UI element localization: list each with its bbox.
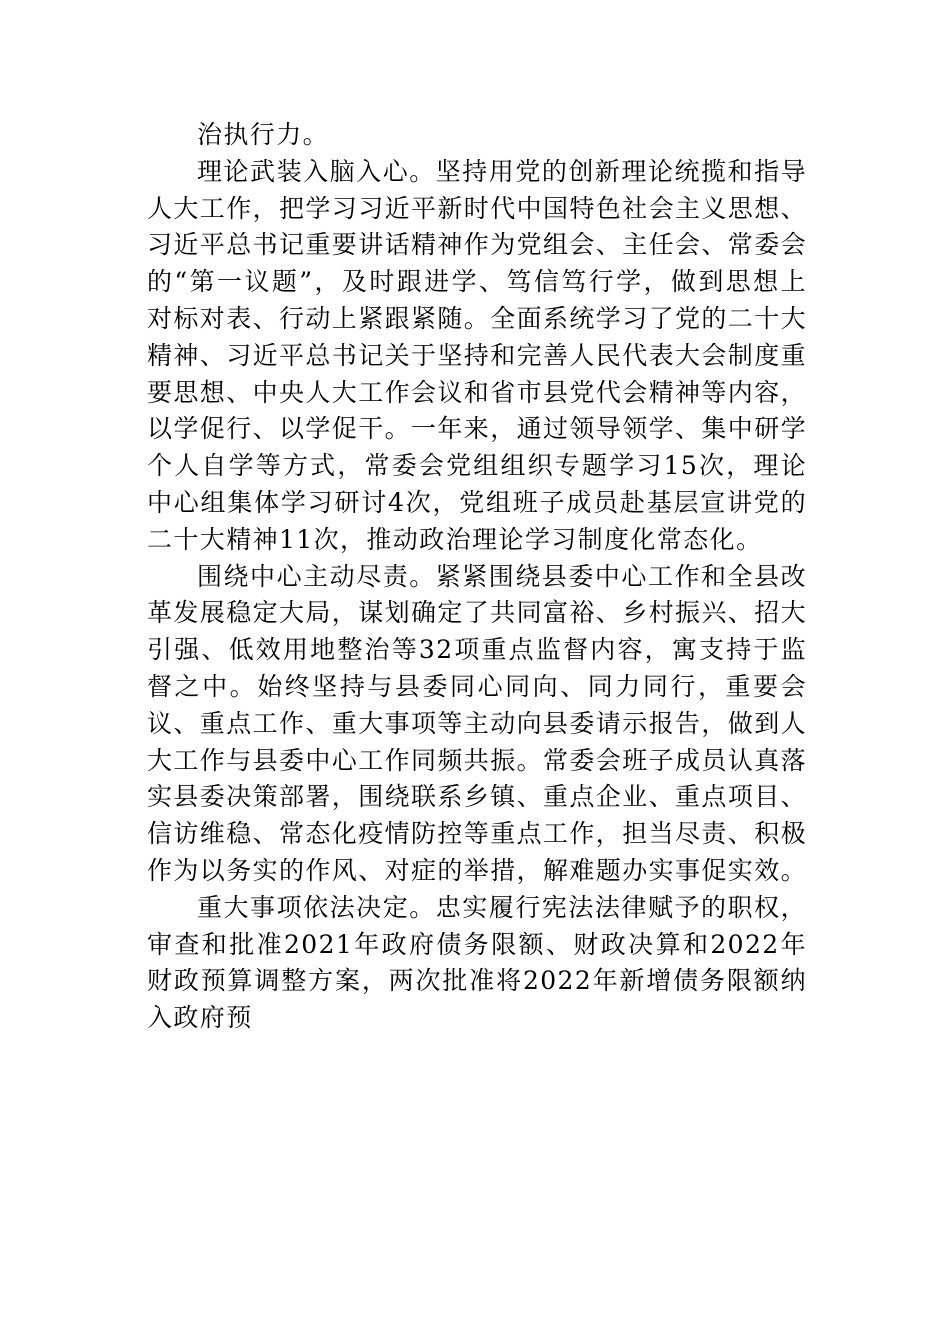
paragraph-3: 围绕中心主动尽责。紧紧围绕县委中心工作和全县改革发展稳定大局，谋划确定了共同富裕、乡村振兴、招大引强、低效用地整治等32项重点监督内容，寓支持于监督之中。始终坚持与县委同心同向、同力同行，重要会议、重点工作、重大事项等主动向县委请示报告，做到人大工作与县委中心工作同频共振。常委会班子成员认真落实县委决策部署，围绕联系乡镇、重点企业、重点项目、信访维稳、常态化疫情防控等重点工作，担当尽责、积极作为以务实的作风、对症的举措，解难题办实事促实效。 [147, 561, 808, 885]
paragraph-1: 治执行力。 [197, 120, 330, 149]
paragraph-4: 重大事项依法决定。忠实履行宪法法律赋予的职权，审查和批准2021年政府债务限额、财政决算和2022年财政预算调整方案，两次批准将2022年新增债务限额纳入政府预 [147, 892, 807, 1033]
paragraph-2: 理论武装入脑入心。坚持用党的创新理论统揽和指导人大工作，把学习习近平新时代中国特色社会主义思想、习近平总书记重要讲话精神作为党组会、主任会、常委会的“第一议题”，及时跟进学、笃信笃行学，做到思想上对标对表、行动上紧跟紧随。全面系统学习了党的二十大精神、习近平总书记关于坚持和完善人民代表大会制度重要思想、中央人大工作会议和省市县党代会精神等内容，以学促行、以学促干。一年来，通过领导领学、集中研学个人自学等方式，常委会党组组织专题学习15次，理论中心组集体学习研讨4次，党组班子成员赴基层宣讲党的二十大精神11次，推动政治理论学习制度化常态化。 [147, 156, 808, 554]
document-body [147, 117, 807, 1037]
